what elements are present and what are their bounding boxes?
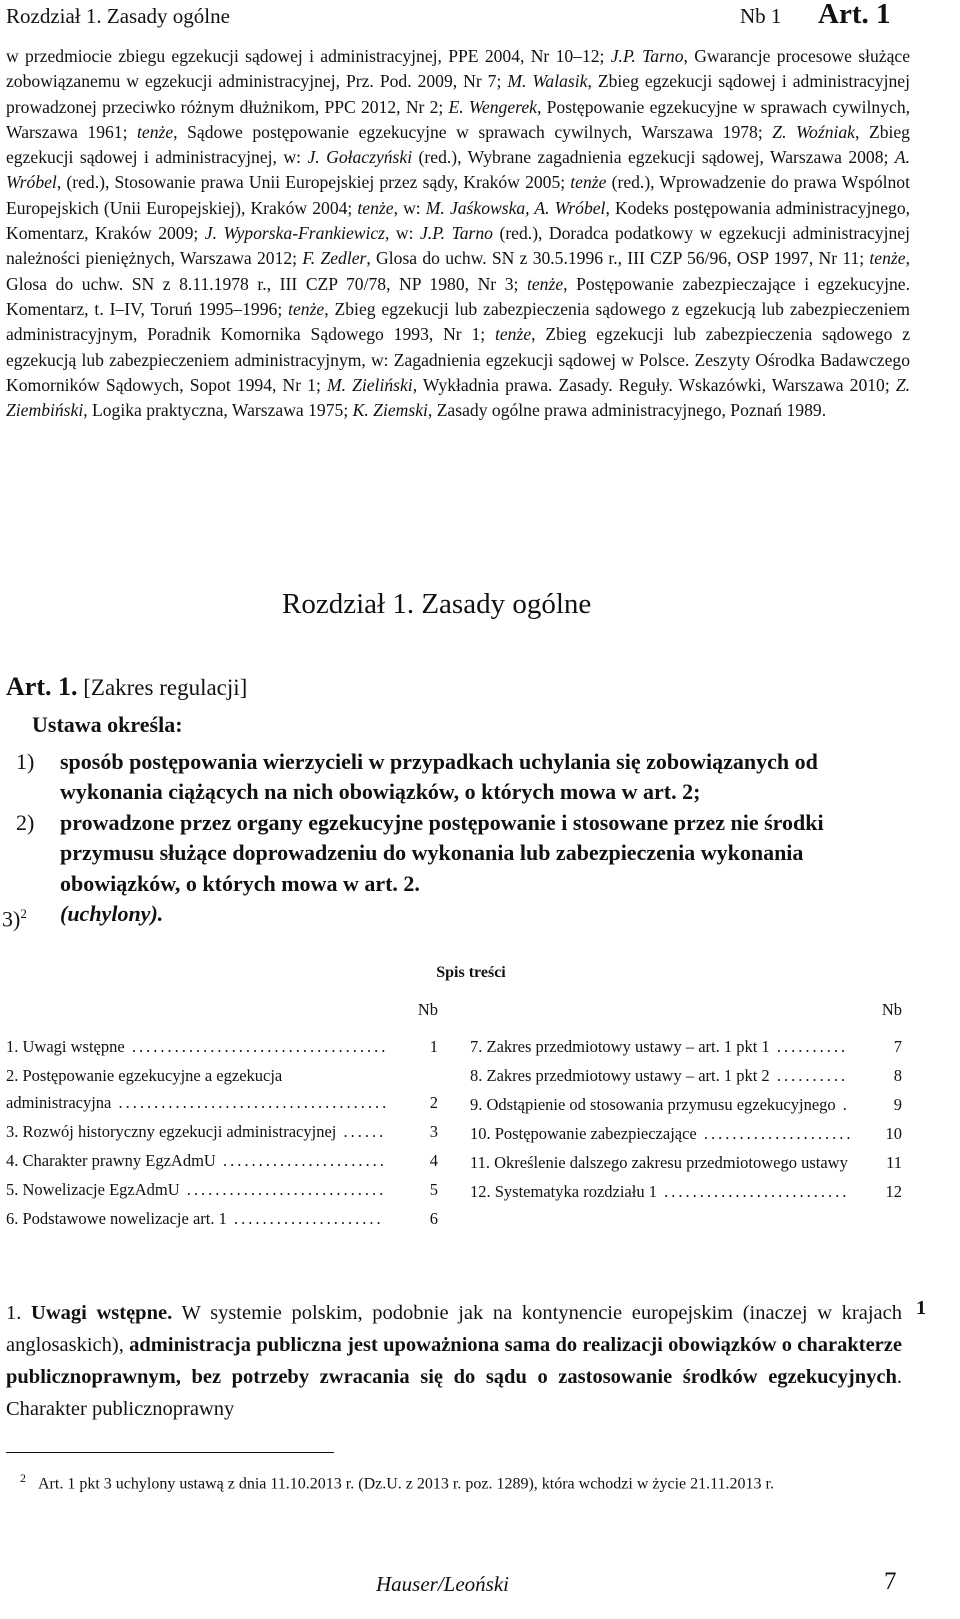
toc-entry[interactable] bbox=[470, 1091, 902, 1118]
article-intro: Ustawa określa: bbox=[32, 712, 183, 737]
toc-entry-nb: 1 bbox=[429, 1037, 438, 1056]
toc-entry-text: 6. Podstawowe nowelizacje art. 1 bbox=[6, 1209, 227, 1228]
bibliography-text: , Zasady ogólne prawa administracyjnego, Poznań 1989. bbox=[427, 400, 827, 421]
footer-author: Hauser/Leoński bbox=[376, 1572, 509, 1596]
bibliography-author: tenże bbox=[137, 121, 174, 142]
toc-leader-dots: ...... bbox=[336, 1122, 387, 1141]
toc-leader-dots: ..................... bbox=[226, 1209, 384, 1228]
bibliography-text: w przedmiocie zbiegu egzekucji sądowej i administracyjnej, PPE 2004, Nr 10–12; bbox=[6, 46, 611, 66]
bibliography-text: , Glosa do uchw. SN z 8.11.1978 r., III CZP 70/78, NP 1980, Nr 3; bbox=[6, 248, 910, 294]
bibliography-block bbox=[6, 44, 910, 423]
footnote-mark: 2 bbox=[20, 906, 27, 921]
toc-entry-text: 1. Uwagi wstępne bbox=[6, 1037, 125, 1056]
toc-entry[interactable] bbox=[6, 1033, 438, 1060]
toc-entry-label bbox=[6, 1176, 438, 1203]
article-body bbox=[2, 710, 912, 932]
toc-leader-dots: .......................... bbox=[656, 1182, 850, 1201]
footnote-divider bbox=[6, 1452, 334, 1453]
bibliography-text: , Postępowanie zabezpieczające i egzekucyjne. Komentarz, t. I–IV, Toruń 1995–1996; bbox=[6, 273, 911, 319]
item-text: prowadzone przez organy egzekucyjne postępowanie i stosowane przez nie środki przymusu służące doprowadzeniu do wykonania lub zabezpieczenia wykonania obowiązków, o których mowa w art. 2. bbox=[60, 809, 824, 896]
bibliography-text: (red.), Doradca podatkowy w egzekucji administracyjnej należności pieniężnych, Warszawa 2012; bbox=[6, 223, 910, 269]
footnote-text: Art. 1 pkt 3 uchylony ustawą z dnia 11.10.2013 r. (Dz.U. z 2013 r. poz. 1289), która wchodzi w życie 21.11.2013 r. bbox=[38, 1475, 774, 1493]
bibliography-author: tenże bbox=[570, 172, 607, 193]
item-text: sposób postępowania wierzycieli w przypadkach uchylania się zobowiązanych od wykonania ciążących na nich obowiązków, o których mowa w art. 2; bbox=[60, 748, 818, 804]
item-number: 1) bbox=[16, 748, 35, 774]
bibliography-author: J. Wyporska-Frankiewicz bbox=[204, 223, 386, 244]
toc-entry-nb: 11 bbox=[886, 1153, 902, 1172]
bibliography-text: , Glosa do uchw. SN z 30.5.1996 r., III CZP 56/96, OSP 1997, Nr 11; bbox=[366, 248, 870, 269]
toc-entry-label bbox=[470, 1178, 902, 1205]
bibliography-text: , Zbieg egzekucji sądowej i administracyjnej prowadzonej przeciwko różnym dłużnikom, PPC 2012, Nr 2; bbox=[6, 71, 910, 117]
toc-title: Spis treści bbox=[436, 964, 506, 981]
toc-entry-nb: 4 bbox=[429, 1151, 438, 1170]
bibliography-text: , Wykładnia prawa. Zasady. Reguły. Wskazówki, Warszawa 2010; bbox=[412, 374, 896, 395]
page-number: 7 bbox=[884, 1568, 897, 1595]
bibliography-author: tenże bbox=[288, 298, 325, 319]
item-text: (uchylony). bbox=[60, 901, 164, 926]
bibliography-author: tenże bbox=[494, 324, 532, 345]
article-label: Art. 1. bbox=[6, 672, 78, 701]
item-number bbox=[2, 899, 27, 935]
margin-number: 1 bbox=[916, 1297, 927, 1319]
toc-entry[interactable] bbox=[470, 1178, 902, 1205]
toc-right-column bbox=[470, 996, 902, 1207]
bibliography-text: , Sądowe postępowanie egzekucyjne w sprawach cywilnych, Warszawa 1978; bbox=[173, 121, 773, 142]
toc-nb-header: Nb bbox=[417, 1000, 438, 1019]
article-item bbox=[16, 808, 912, 900]
article-item-repealed bbox=[2, 899, 912, 932]
bibliography-text: (red.), Wybrane zagadnienia egzekucji sądowej, Warszawa 2008; bbox=[412, 147, 895, 168]
bibliography-author: J.P. Tarno bbox=[420, 223, 493, 244]
header-nb: Nb 1 bbox=[740, 4, 782, 28]
paragraph-text-end: . Charakter publicznoprawny bbox=[6, 1366, 902, 1420]
toc-entry-text: 7. Zakres przedmiotowy ustawy – art. 1 pkt 1 bbox=[470, 1037, 770, 1056]
toc-entry-label bbox=[6, 1118, 438, 1145]
bibliography-text: , Postępowanie egzekucyjne w sprawach cywilnych, Warszawa 1961; bbox=[6, 96, 911, 142]
toc-entry-text: 2. Postępowanie egzekucyjne a egzekucja administracyjna bbox=[6, 1066, 283, 1112]
toc-entry-text: 4. Charakter prawny EgzAdmU bbox=[6, 1151, 216, 1170]
bibliography-author: tenże bbox=[526, 273, 564, 294]
toc-entry-label bbox=[6, 1033, 438, 1060]
toc-leader-dots: .......... bbox=[769, 1037, 849, 1056]
toc-entry[interactable] bbox=[6, 1176, 438, 1203]
bibliography-author: tenże bbox=[869, 248, 906, 269]
toc-entry-nb: 9 bbox=[893, 1095, 902, 1114]
toc-entry-nb: 3 bbox=[429, 1122, 438, 1141]
bibliography-text: , Zbieg egzekucji lub zabezpieczenia sądowego z egzekucją lub zabezpieczeniem administracyjnym, w: Zagadnienia egzekucji sądowej w Polsce. Zeszyty Ośrodka Badawczego Komorników Sądowych, Sopot 1994, Nr 1; bbox=[6, 324, 910, 395]
toc-entry-nb: 10 bbox=[885, 1124, 902, 1143]
toc-entry-label bbox=[6, 1147, 438, 1174]
bibliography-author: F. Zedler bbox=[302, 248, 367, 269]
paragraph-emphasis: administracja publiczna jest upoważniona sama do realizacji obowiązków o charakterze publicznoprawnym, bez potrzeby zwracania się do sądu o zastosowanie środków egzekucyjnych bbox=[6, 1334, 902, 1388]
bibliography-author: M. Jaśkowska, A. Wróbel bbox=[425, 197, 606, 218]
item-number-text: 3) bbox=[2, 906, 21, 932]
toc-leader-dots: ..................... bbox=[696, 1124, 854, 1143]
toc-entry-nb: 5 bbox=[429, 1180, 438, 1199]
bibliography-author: Z. Woźniak bbox=[772, 121, 855, 142]
bibliography-author: M. Zieliński bbox=[326, 374, 413, 395]
bibliography-text: , Kodeks postępowania administracyjnego, Komentarz, Kraków 2009; bbox=[6, 197, 911, 244]
toc-entry[interactable] bbox=[6, 1147, 438, 1174]
paragraph-number: 1. bbox=[6, 1302, 22, 1324]
bibliography-author: tenże bbox=[357, 197, 394, 218]
article-subject: [Zakres regulacji] bbox=[83, 675, 248, 700]
toc-entry-label bbox=[470, 1091, 902, 1118]
bibliography-author: M. Walasik bbox=[507, 71, 588, 92]
toc-left-column bbox=[6, 996, 438, 1234]
toc-entry[interactable] bbox=[6, 1205, 438, 1232]
article-heading bbox=[6, 672, 247, 702]
toc-entry-nb: 7 bbox=[893, 1037, 902, 1056]
toc-entry-label bbox=[470, 1062, 902, 1089]
toc-entry[interactable] bbox=[470, 1033, 902, 1060]
bibliography-text: , (red.), Stosowanie prawa Unii Europejskiej przez sądy, Kraków 2005; bbox=[56, 172, 571, 193]
footnote bbox=[6, 1466, 906, 1496]
toc-entry-label bbox=[6, 1062, 438, 1116]
bibliography-text: , Zbieg egzekucji sądowej i administracyjnej, w: bbox=[6, 121, 910, 168]
toc-entry-text: 10. Postępowanie zabezpieczające bbox=[470, 1124, 697, 1143]
toc-entry-label bbox=[470, 1120, 902, 1147]
bibliography-author: K. Ziemski bbox=[352, 400, 428, 421]
toc-entry-label bbox=[6, 1205, 438, 1232]
toc-leader-dots: .................................... bbox=[124, 1037, 389, 1056]
toc-entry[interactable] bbox=[6, 1062, 438, 1116]
toc-entry-text: 5. Nowelizacje EgzAdmU bbox=[6, 1180, 180, 1199]
article-item bbox=[16, 747, 912, 808]
bibliography-text: , Logika praktyczna, Warszawa 1975; bbox=[83, 400, 353, 421]
toc-entry-text: 12. Systematyka rozdziału 1 bbox=[470, 1182, 657, 1201]
toc-entry-nb: 12 bbox=[885, 1182, 902, 1201]
bibliography-text: , w: bbox=[393, 197, 426, 218]
header-article: Art. 1 bbox=[818, 0, 891, 30]
toc-entry[interactable] bbox=[470, 1149, 902, 1176]
paragraph-heading: Uwagi wstępne. bbox=[31, 1302, 173, 1324]
running-title: Rozdział 1. Zasady ogólne bbox=[6, 4, 230, 28]
bibliography-author: E. Wengerek bbox=[448, 96, 537, 117]
paragraph-text: W systemie polskim, podobnie jak na kontynencie europejskim (inaczej w krajach anglosaskich), bbox=[6, 1302, 902, 1356]
toc-entry-nb: 8 bbox=[893, 1066, 902, 1085]
toc-entry-text: 9. Odstąpienie od stosowania przymusu egzekucyjnego bbox=[470, 1095, 836, 1114]
toc-entry-nb: 2 bbox=[429, 1093, 438, 1112]
toc-leader-dots: .......... bbox=[769, 1066, 849, 1085]
bibliography-text: (red.), Wprowadzenie do prawa Wspólnot Europejskich (Unii Europejskiej), Kraków 2004; bbox=[6, 172, 910, 218]
bibliography-author: Z. Ziembiński bbox=[6, 374, 911, 421]
toc-entry-label bbox=[470, 1149, 902, 1176]
bibliography-author: A. Wróbel bbox=[6, 147, 911, 193]
toc-entry[interactable] bbox=[6, 1118, 438, 1145]
toc-leader-dots: ...................................... bbox=[111, 1093, 390, 1112]
toc-entry-text: 11. Określenie dalszego zakresu przedmiotowego ustawy bbox=[470, 1153, 848, 1172]
toc-entry-nb: 6 bbox=[429, 1209, 438, 1228]
toc-entry[interactable] bbox=[470, 1062, 902, 1089]
toc-entry-text: 8. Zakres przedmiotowy ustawy – art. 1 pkt 2 bbox=[470, 1066, 770, 1085]
bibliography-author: J.P. Tarno bbox=[610, 46, 684, 66]
toc-nb-header: Nb bbox=[881, 1000, 902, 1019]
bibliography-text: , w: bbox=[385, 223, 420, 244]
toc-leader-dots: ............................ bbox=[179, 1180, 387, 1199]
toc-leader-dots: . bbox=[835, 1095, 850, 1114]
toc-leader-dots: ....................... bbox=[215, 1151, 387, 1170]
bibliography-text: , Zbieg egzekucji lub zabezpieczenia sądowego z egzekucją lub zabezpieczeniem administracyjnym, Poradnik Komornika Sądowego 1993, Nr 1; bbox=[6, 298, 910, 345]
toc-entry-text: 3. Rozwój historyczny egzekucji administracyjnej bbox=[6, 1122, 337, 1141]
chapter-title: Rozdział 1. Zasady ogólne bbox=[282, 588, 592, 620]
item-number: 2) bbox=[16, 809, 35, 835]
bibliography-text: , Gwarancje procesowe służące zobowiązanemu w egzekucji administracyjnej, Prz. Pod. 2009, Nr 7; bbox=[6, 46, 911, 92]
toc-entry[interactable] bbox=[470, 1120, 902, 1147]
bibliography-author: J. Gołaczyński bbox=[307, 147, 413, 168]
footnote-number: 2 bbox=[20, 1471, 26, 1485]
toc-entry-label bbox=[470, 1033, 902, 1060]
paragraph-1 bbox=[6, 1297, 902, 1425]
